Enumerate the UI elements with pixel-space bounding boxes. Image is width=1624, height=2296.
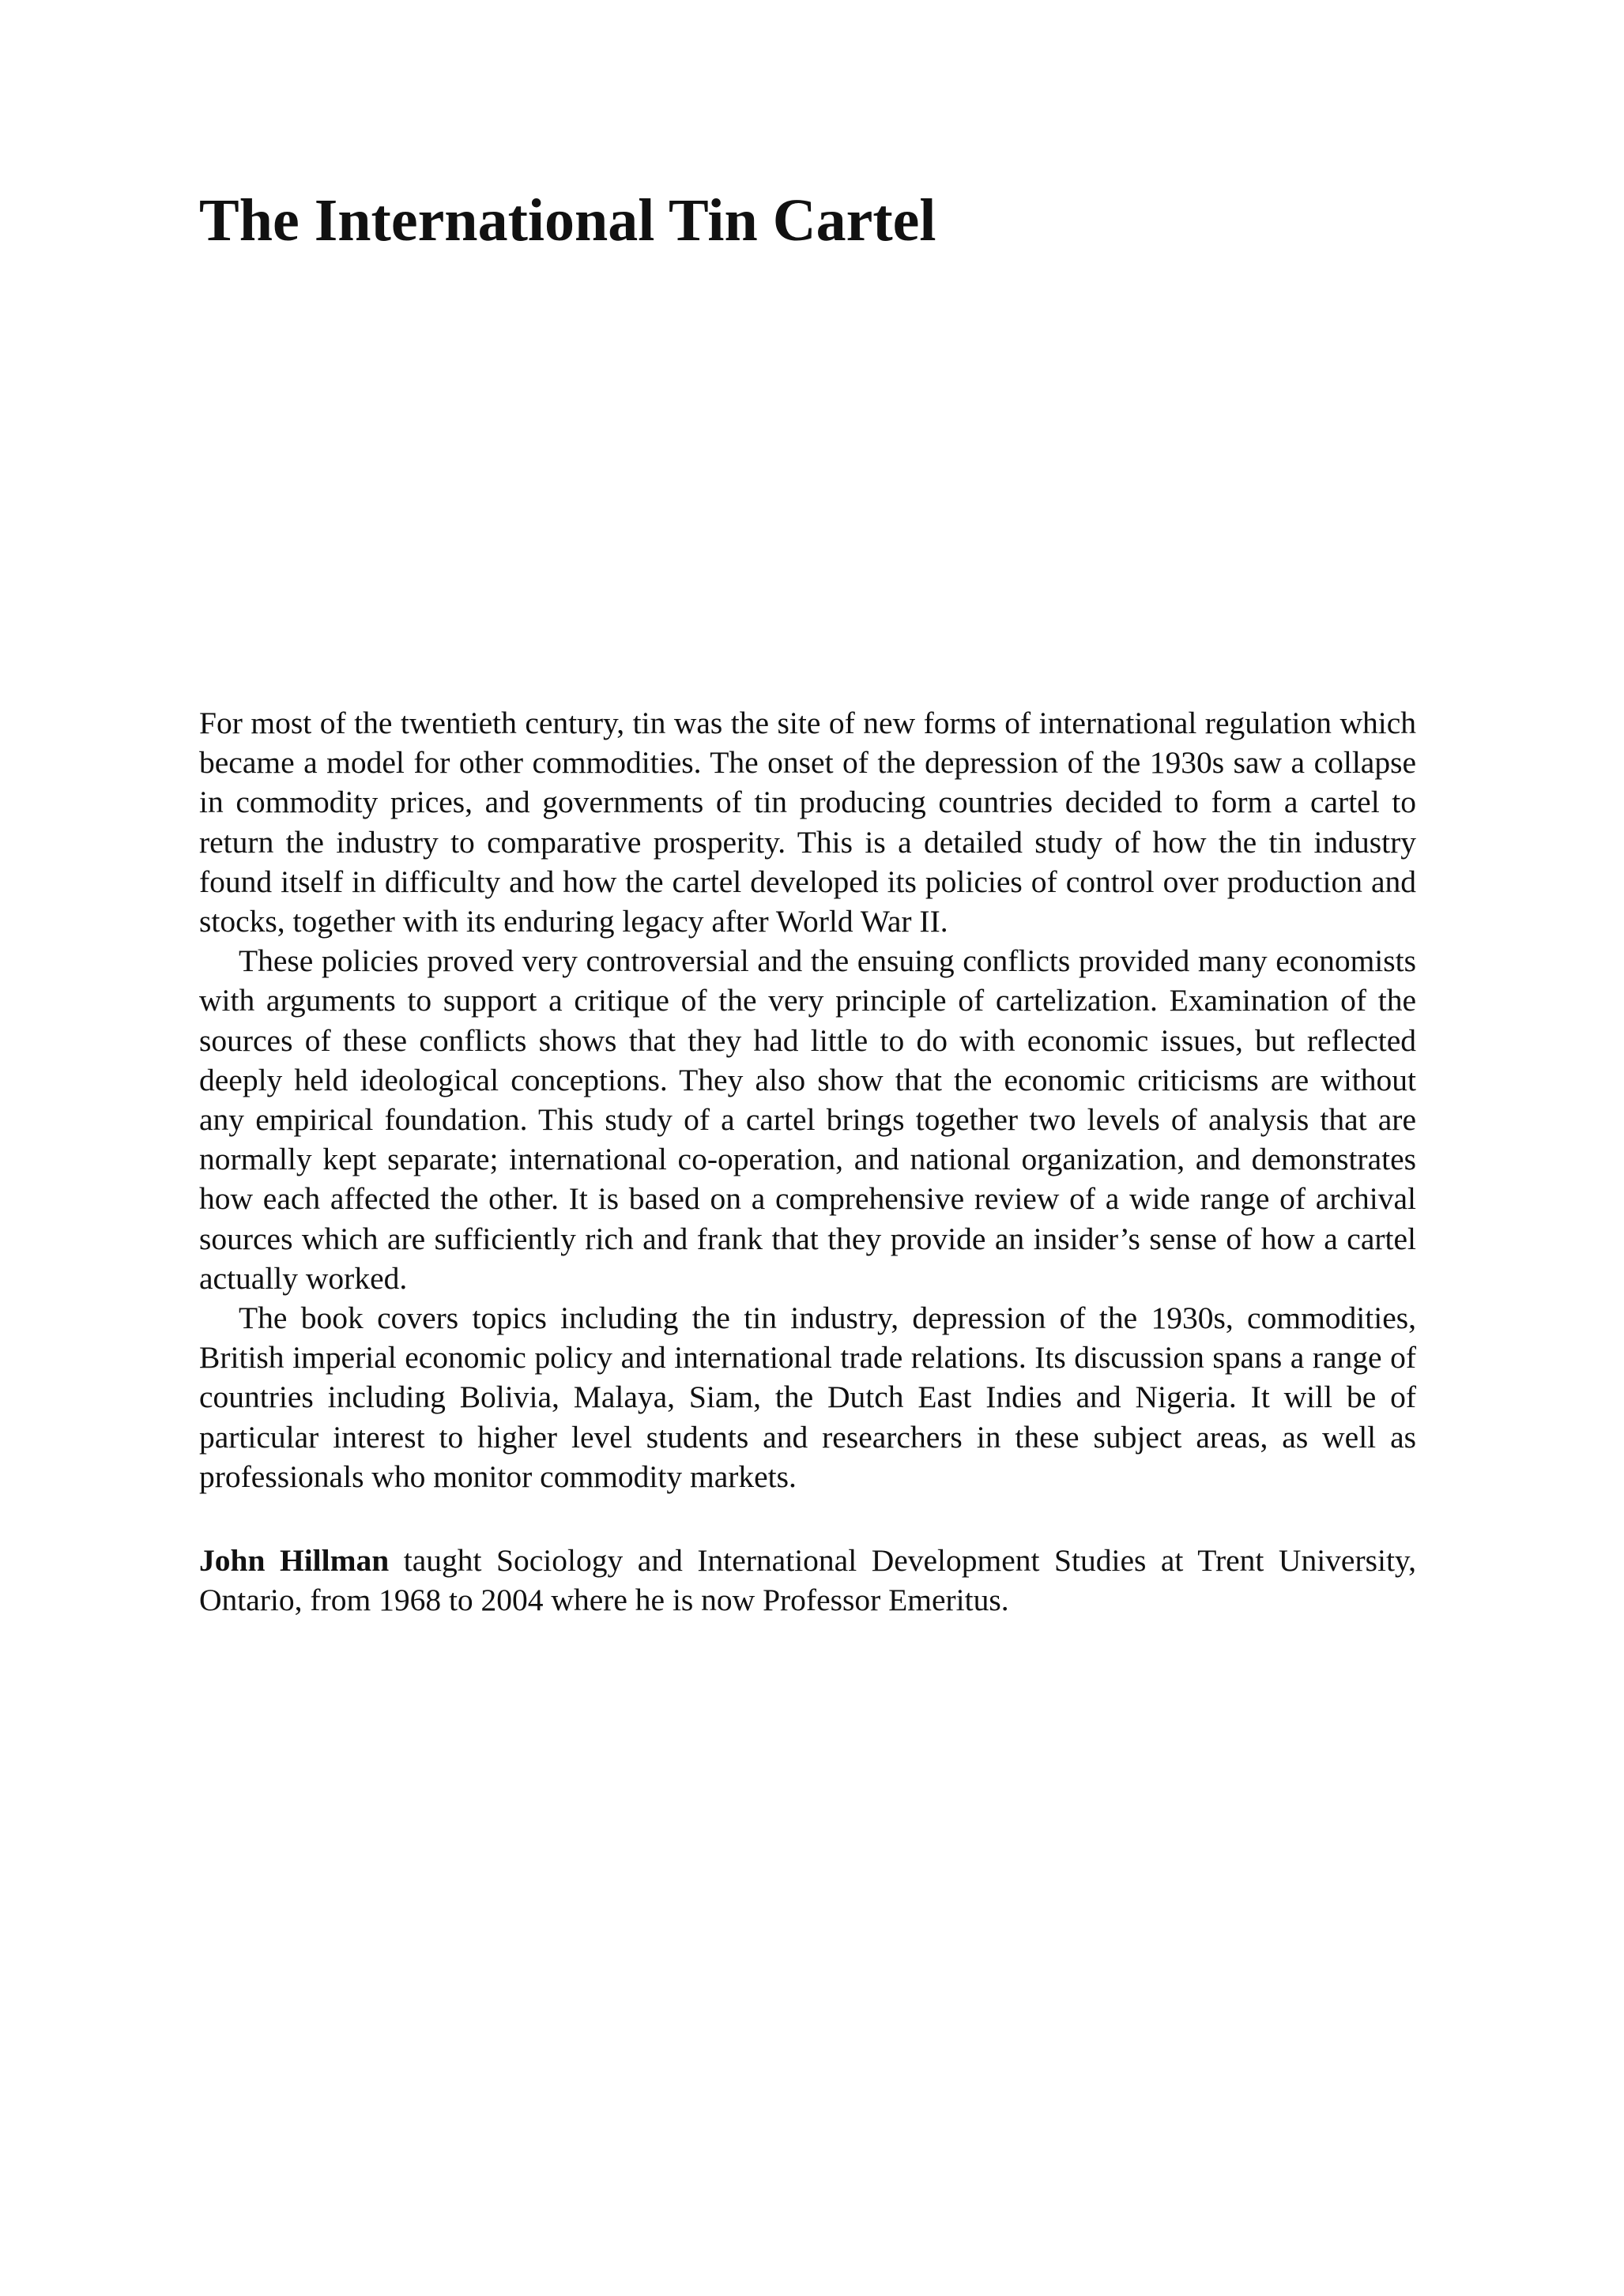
author-name: John Hillman [199,1543,390,1578]
author-bio [199,1541,1416,1620]
description-paragraph-2: These policies proved very controversial and the ensuing conflicts provided many economists with arguments to support a critique of the very principle of cartelization. Examination of the sources of these conflicts shows that they had little to do with economic issues, but reflected deeply held ideological conceptions. They also show that the economic criticisms are without any empirical foundation. This study of a cartel brings together two levels of analysis that are normally kept separate; international co-operation, and national organization, and demonstrates how each affected the other. It is based on a comprehensive review of a wide range of archival sources which are sufficiently rich and frank that they provide an insider’s sense of how a cartel actually worked. [199,943,1416,1296]
book-description [199,703,1416,1496]
book-title: The International Tin Cartel [199,187,936,254]
description-paragraph-3: The book covers topics including the tin industry, depression of the 1930s, commodities, British imperial economic policy and international trade relations. Its discussion spans a range of countries including Bolivia, Malaya, Siam, the Dutch East Indies and Nigeria. It will be of particular interest to higher level students and researchers in these subject areas, as well as professionals who monitor commodity markets. [199,1300,1416,1494]
description-paragraph-1: For most of the twentieth century, tin was the site of new forms of international regulation which became a model for other commodities. The onset of the depression of the 1930s saw a collapse in commodity prices, and governments of tin producing countries decided to form a cartel to return the industry to comparative prosperity. This is a detailed study of how the tin industry found itself in difficulty and how the cartel developed its policies of control over production and stocks, together with its enduring legacy after World War II. [199,706,1416,939]
author-bio-text: taught Sociology and International Development Studies at Trent University, Ontario, from 1968 to 2004 where he is now Professor Emeritus. [199,1543,1416,1618]
